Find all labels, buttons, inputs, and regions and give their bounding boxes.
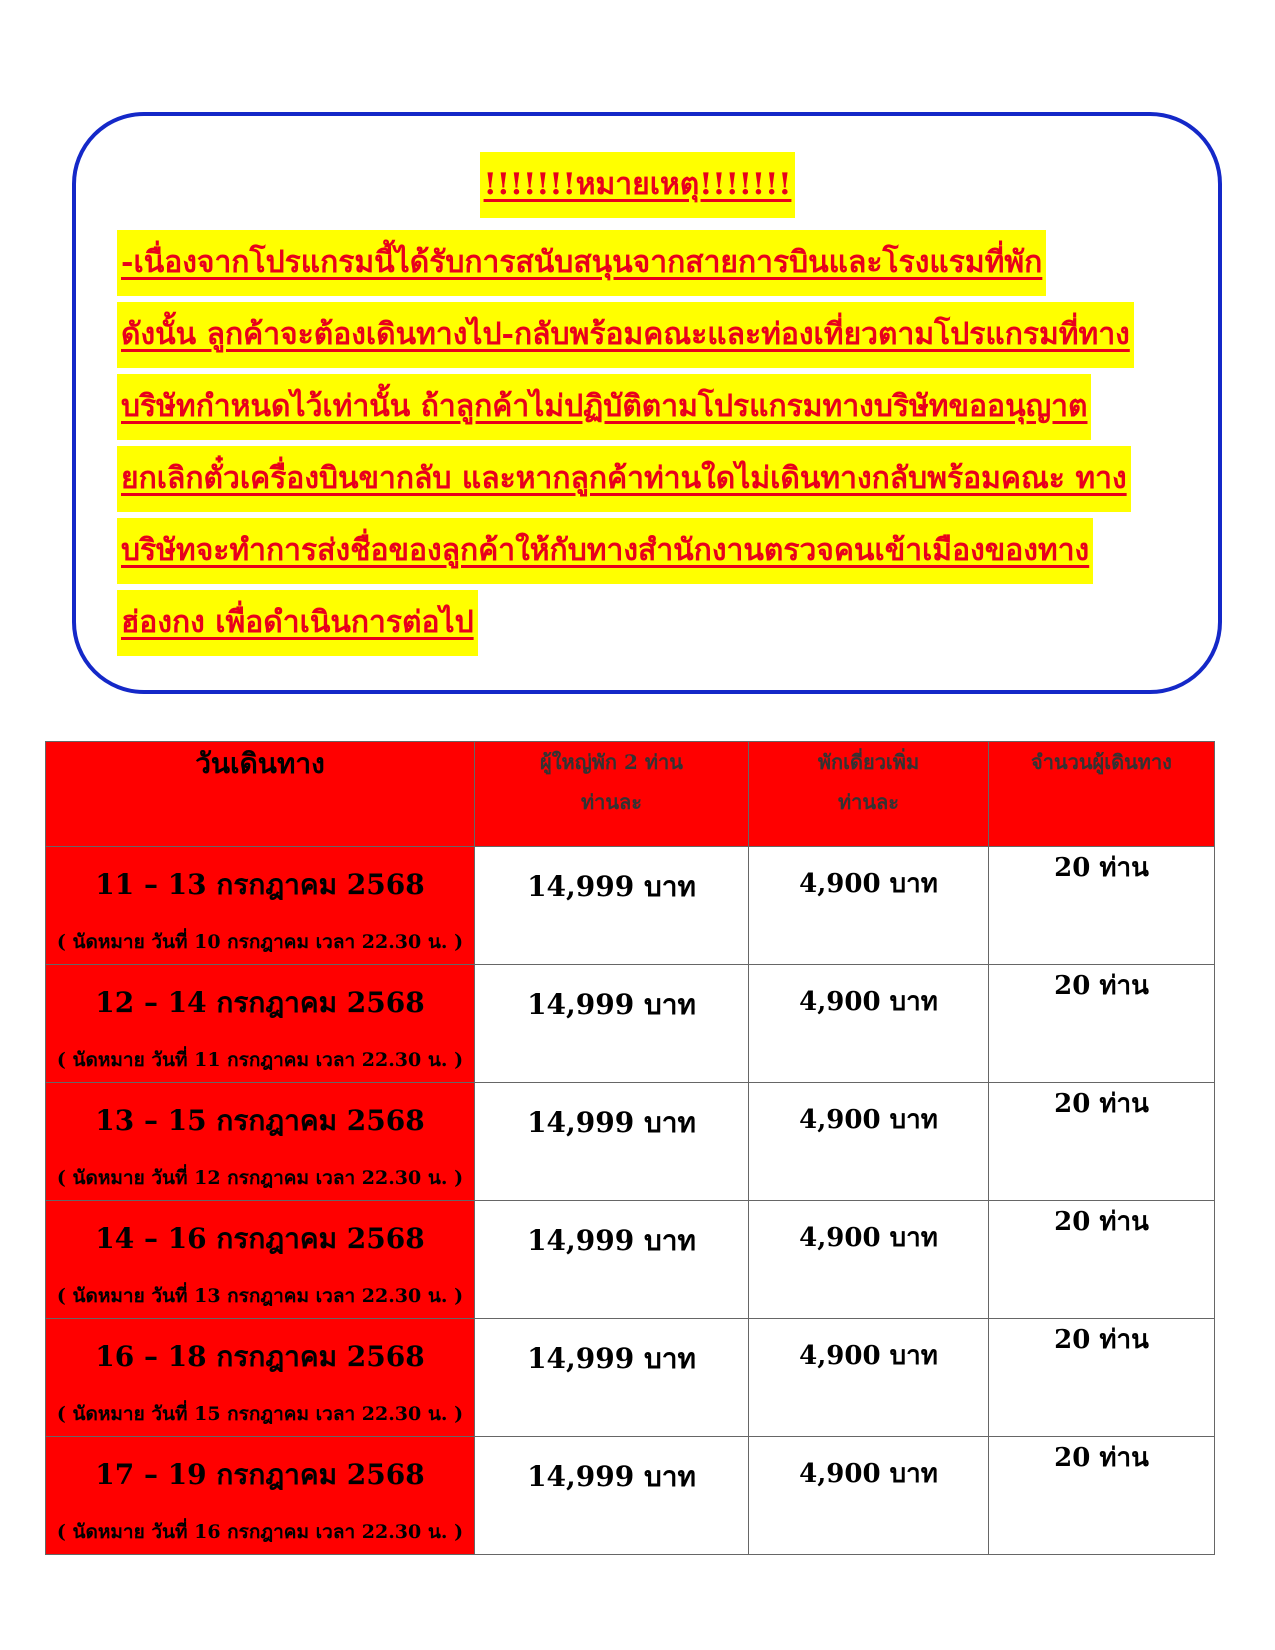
notice-text: ยกเลิกตั๋วเครื่องบินขากลับ และหากลูกค้าท่านใดไม่เดินทางกลับพร้อมคณะ ทาง [117,446,1131,512]
adult-price: 14,999 บาท [527,870,696,903]
meeting-time: ( นัดหมาย วันที่ 11 กรกฎาคม เวลา 22.30 น. ) [56,1049,464,1071]
notice-text: ดังนั้น ลูกค้าจะต้องเดินทางไป-กลับพร้อมคณะและท่องเที่ยวตามโปรแกรมที่ทาง [117,302,1134,368]
meeting-time: ( นัดหมาย วันที่ 13 กรกฎาคม เวลา 22.30 น. ) [56,1285,464,1307]
header-single-supplement [749,742,989,847]
adult-price: 14,999 บาท [527,988,696,1021]
travel-date-cell [46,847,475,965]
notice-line [117,446,1131,512]
adult-price-cell [475,1083,749,1201]
adult-price-cell [475,847,749,965]
header-single-line1: พักเดี่ยวเพิ่ม [817,750,920,774]
adult-price: 14,999 บาท [527,1342,696,1375]
meeting-time: ( นัดหมาย วันที่ 15 กรกฎาคม เวลา 22.30 น. ) [56,1403,464,1425]
price-table [45,741,1215,1555]
travel-date: 17 – 19 กรกฎาคม 2568 [95,1458,425,1491]
notice-line [117,590,478,656]
adult-price-cell [475,1437,749,1555]
table-row [46,847,1215,965]
table-row [46,1437,1215,1555]
header-pax [989,742,1215,847]
travel-date-cell [46,965,475,1083]
notice-line [117,230,1046,296]
pax-count: 20 ท่าน [989,1083,1215,1201]
travel-date: 14 – 16 กรกฎาคม 2568 [95,1222,425,1255]
table-row [46,1201,1215,1319]
single-price: 4,900 บาท [799,1341,938,1371]
single-price-cell [749,1319,989,1437]
notice-text: บริษัทจะทำการส่งชื่อของลูกค้าให้กับทางสำนักงานตรวจคนเข้าเมืองของทาง [117,518,1093,584]
pax-count: 20 ท่าน [989,1319,1215,1437]
notice-title: !!!!!!!หมายเหตุ!!!!!!! [480,152,796,218]
travel-date-cell [46,1201,475,1319]
travel-date-cell [46,1437,475,1555]
single-price-cell [749,847,989,965]
header-date [46,742,475,847]
single-price: 4,900 บาท [799,1459,938,1489]
header-adult-line1: ผู้ใหญ่พัก 2 ท่าน [540,750,683,774]
travel-date: 16 – 18 กรกฎาคม 2568 [95,1340,425,1373]
meeting-time: ( นัดหมาย วันที่ 12 กรกฎาคม เวลา 22.30 น. ) [56,1167,464,1189]
adult-price: 14,999 บาท [527,1224,696,1257]
table-header-row [46,742,1215,847]
meeting-time: ( นัดหมาย วันที่ 16 กรกฎาคม เวลา 22.30 น. ) [56,1521,464,1543]
notice-line [117,518,1093,584]
header-pax-label: จำนวนผู้เดินทาง [1031,750,1172,774]
pax-count: 20 ท่าน [989,847,1215,965]
header-single-line2: ท่านละ [837,790,900,814]
travel-date-cell [46,1083,475,1201]
adult-price-cell [475,1201,749,1319]
table-row [46,1083,1215,1201]
adult-price: 14,999 บาท [527,1460,696,1493]
adult-price: 14,999 บาท [527,1106,696,1139]
travel-date: 12 – 14 กรกฎาคม 2568 [95,986,425,1019]
notice-text: -เนื่องจากโปรแกรมนี้ได้รับการสนับสนุนจากสายการบินและโรงแรมที่พัก [117,230,1046,296]
pax-count: 20 ท่าน [989,1201,1215,1319]
adult-price-cell [475,965,749,1083]
header-date-label: วันเดินทาง [195,747,325,780]
single-price-cell [749,1201,989,1319]
single-price-cell [749,965,989,1083]
table-row [46,965,1215,1083]
notice-text: บริษัทกำหนดไว้เท่านั้น ถ้าลูกค้าไม่ปฏิบัติตามโปรแกรมทางบริษัทขออนุญาต [117,374,1091,440]
single-price: 4,900 บาท [799,1223,938,1253]
notice-title-wrap [0,152,1275,218]
notice-line [117,374,1091,440]
single-price: 4,900 บาท [799,1105,938,1135]
header-adult-price [475,742,749,847]
single-price-cell [749,1437,989,1555]
travel-date-cell [46,1319,475,1437]
travel-date: 13 – 15 กรกฎาคม 2568 [95,1104,425,1137]
single-price: 4,900 บาท [799,869,938,899]
pax-count: 20 ท่าน [989,1437,1215,1555]
header-adult-line2: ท่านละ [580,790,643,814]
travel-date: 11 – 13 กรกฎาคม 2568 [95,868,425,901]
notice-line [117,302,1134,368]
notice-text: ฮ่องกง เพื่อดำเนินการต่อไป [117,590,478,656]
pax-count: 20 ท่าน [989,965,1215,1083]
meeting-time: ( นัดหมาย วันที่ 10 กรกฎาคม เวลา 22.30 น. ) [56,931,464,953]
adult-price-cell [475,1319,749,1437]
single-price: 4,900 บาท [799,987,938,1017]
table-row [46,1319,1215,1437]
single-price-cell [749,1083,989,1201]
